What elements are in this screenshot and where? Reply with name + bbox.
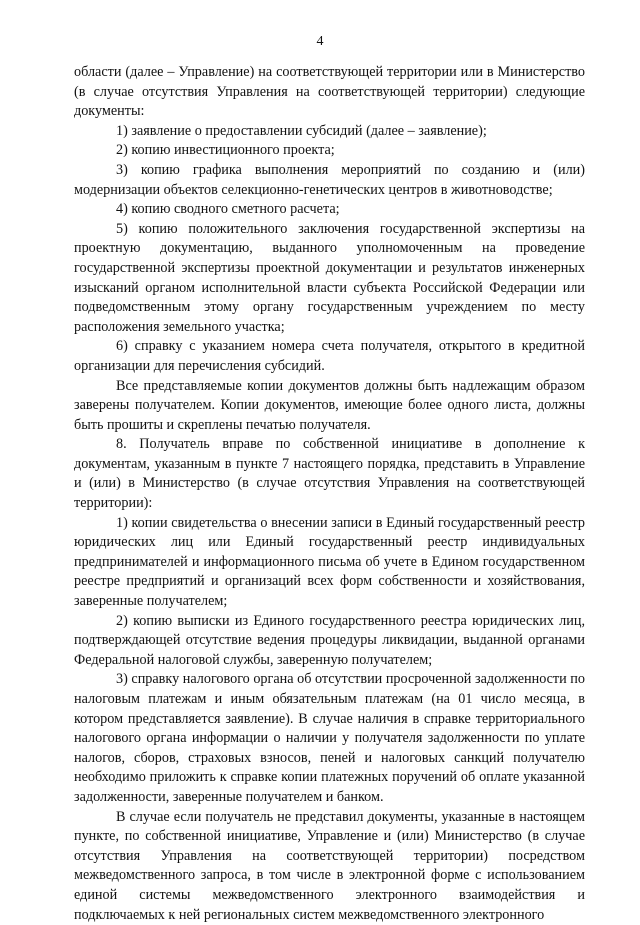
paragraph: В случае если получатель не представил документы, указанные в настоящем пункте, по собственной инициативе, Управление и (или) Министерство (в случае отсутствия Управления на соответствующей территории) посредством межведомственного запроса, в том числе в электронной форме с использованием единой системы межведомственного электронного взаимодействия и подключаемых к ней региональных систем межведомственного электронного: [74, 808, 585, 923]
paragraph: 3) копию графика выполнения мероприятий по созданию и (или) модернизации объектов селекционно-генетических центров в животноводстве;: [74, 161, 585, 198]
paragraph: Все представляемые копии документов должны быть надлежащим образом заверены получателем. Копии документов, имеющие более одного листа, должны быть прошиты и скреплены печатью получателя.: [74, 377, 585, 433]
paragraph: 4) копию сводного сметного расчета;: [116, 201, 340, 218]
paragraph: 8. Получатель вправе по собственной инициативе в дополнение к документам, указанным в пункте 7 настоящего порядка, представить в Управление и (или) в Министерство (в случае отсутствия Управления на соответствующей территории):: [74, 436, 585, 512]
paragraph: 1) заявление о предоставлении субсидий (далее – заявление);: [116, 122, 487, 139]
paragraph: 6) справку с указанием номера счета получателя, открытого в кредитной организации для перечисления субсидий.: [74, 338, 585, 374]
paragraph: 2) копию инвестиционного проекта;: [116, 142, 335, 159]
paragraph: 3) справку налогового органа об отсутствии просроченной задолженности по налоговым платежам и иным обязательным платежам (на 01 число месяца, в котором представляется заявление). В случае наличия в справке территориального налогового органа информации о наличии у получателя задолженности по уплате налогов, сборов, страховых взносов, пеней и налоговых санкций получателю необходимо приложить к справке копии платежных поручений об оплате указанной задолженности, заверенные получателем и банком.: [74, 671, 585, 805]
paragraph: области (далее – Управление) на соответствующей территории или в Министерство (в случае отсутствия Управления на соответствующей территории) следующие документы:: [74, 64, 585, 120]
paragraph: 5) копию положительного заключения государственной экспертизы на проектную документацию, выданного уполномоченным на проведение государственной экспертизы проектной документации и результатов инженерных изысканий органом исполнительной власти субъекта Российской Федерации или подведомственным этому органу государственным учреждением по месту расположения земельного участка;: [74, 220, 585, 335]
document-body: [74, 63, 585, 925]
paragraph: 2) копию выписки из Единого государственного реестра юридических лиц, подтверждающей отсутствие ведения процедуры ликвидации, выданной органами Федеральной налоговой службы, заверенную получателем;: [74, 612, 585, 668]
page-number: 4: [316, 34, 324, 49]
paragraph: 1) копии свидетельства о внесении записи в Единый государственный реестр юридических лиц или Единый государственный реестр индивидуальных предпринимателей и информационного письма об учете в Едином государственном реестре предприятий и организаций всех форм собственности и хозяйствования, заверенные получателем;: [74, 514, 585, 610]
